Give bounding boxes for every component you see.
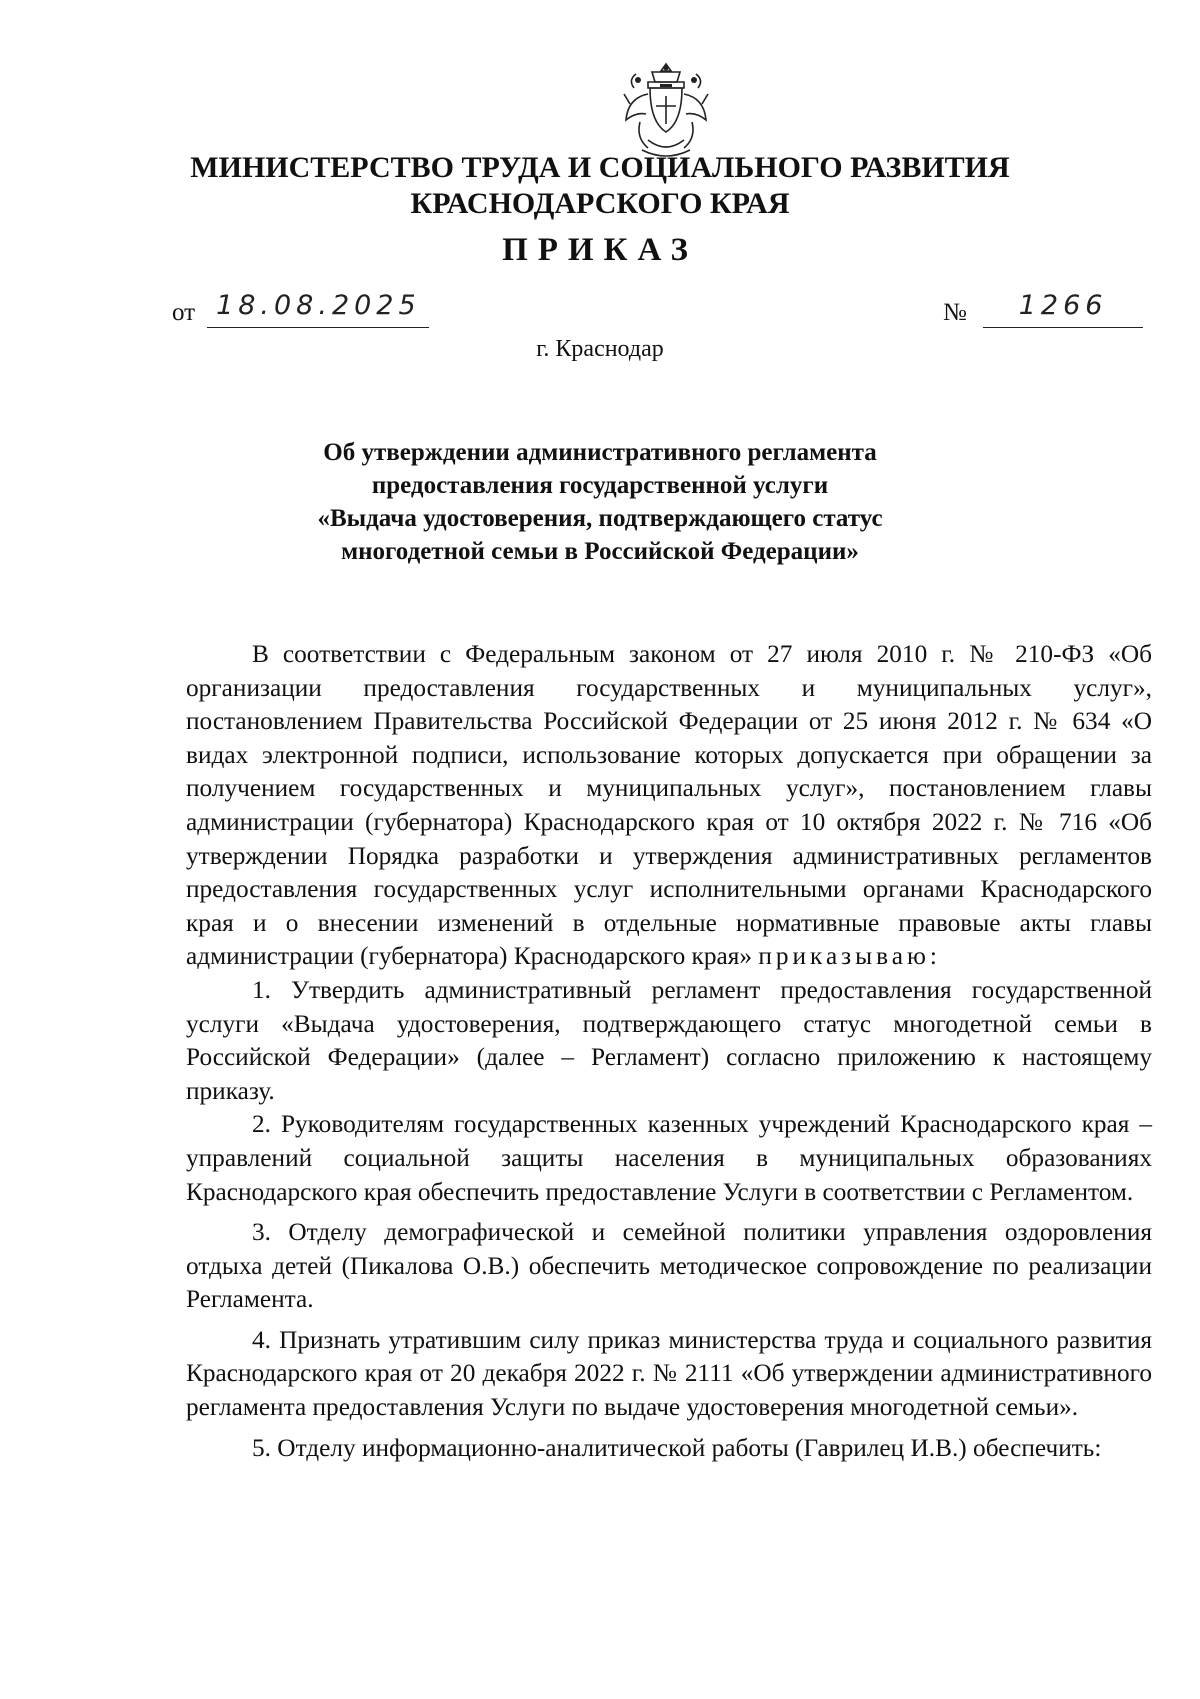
order-body (186, 638, 1152, 1465)
subject-line4: многодетной семьи в Российской Федерации» (341, 538, 859, 565)
city: г. Краснодар (536, 336, 664, 362)
preamble-text: В соответствии с Федеральным законом от 27 июля 2010 г. № 210-ФЗ «Об организации предоставления государственных и муниципальных услуг», постановлением Правительства Российской Федерации от 25 июня 2012 г. № 634 «О видах электронной подписи, использование которых допускается при обращении за получением государственных и муниципальных услуг», постановлением главы администрации (губернатора) Краснодарского края от 10 октября 2022 г. № 716 «Об утверждении Порядка разработки и утверждения административных регламентов предоставления государственных услуг исполнительными органами Краснодарского края и о внесении изменений в отдельные нормативные правовые акты главы администрации (губернатора) Краснодарского края» (186, 640, 1152, 971)
command-word: приказываю: (758, 942, 941, 971)
date-field (172, 290, 429, 328)
preamble-paragraph (186, 638, 1152, 974)
number-handwritten (983, 290, 1143, 328)
ministry-name-line2: КРАСНОДАРСКОГО КРАЯ (410, 187, 790, 220)
ministry-name-line1: МИНИСТЕРСТВО ТРУДА И СОЦИАЛЬНОГО РАЗВИТИЯ (190, 151, 1010, 184)
item-4: 4. Признать утратившим силу приказ министерства труда и социального развития Краснодарского края от 20 декабря 2022 г. № 2111 «Об утверждении административного регламента предоставления Услуги по выдаче удостоверения многодетной семьи». (186, 1325, 1152, 1422)
order-title: ПРИКАЗ (502, 232, 698, 268)
item-1: 1. Утвердить административный регламент предоставления государственной услуги «Выдача удостоверения, подтверждающего статус многодетной семьи в Российской Федерации» (далее – Регламент) согласно приложению к настоящему приказу. (186, 975, 1152, 1105)
date-value: 18.08.2025 (216, 290, 421, 321)
number-prefix: № (943, 299, 967, 326)
date-handwritten (207, 290, 429, 328)
order-subject (0, 436, 1200, 568)
subject-line3: «Выдача удостоверения, подтверждающего статус (317, 505, 883, 532)
number-field (943, 290, 1143, 328)
ministry-header (0, 150, 1200, 222)
subject-line1: Об утверждении административного регламента (323, 439, 877, 466)
item-2: 2. Руководителям государственных казенных учреждений Краснодарского края – управлений социальной защиты населения в муниципальных образованиях Краснодарского края обеспечить предоставление Услуги в соответствии с Регламентом. (186, 1110, 1152, 1206)
date-prefix: от (172, 299, 196, 326)
item-3: 3. Отделу демографической и семейной политики управления оздоровления отдыха детей (Пикалова О.В.) обеспечить методическое сопровождение по реализации Регламента. (186, 1218, 1152, 1314)
coat-of-arms-icon (620, 60, 712, 162)
item-5: 5. Отделу информационно-аналитической работы (Гаврилец И.В.) обеспечить: (252, 1433, 1102, 1462)
number-value: 1266 (1018, 290, 1108, 321)
subject-line2: предоставления государственной услуги (371, 472, 829, 499)
